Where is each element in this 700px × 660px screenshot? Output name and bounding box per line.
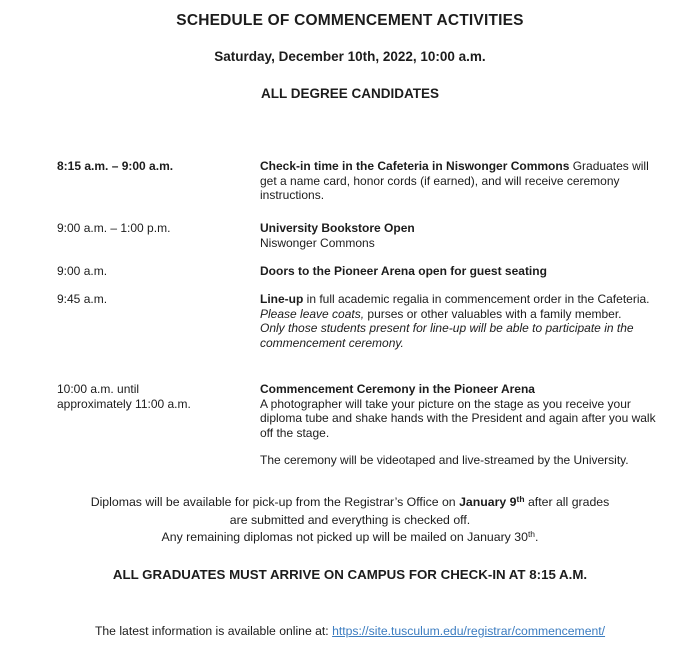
schedule-time: 9:00 a.m. – 1:00 p.m.	[57, 221, 171, 235]
schedule-detail	[260, 382, 662, 440]
detail-text: in full academic regalia in commencement order in the Cafeteria.	[303, 292, 650, 306]
schedule-time	[57, 382, 253, 411]
detail-bold-text: Doors to the Pioneer Arena open for guest seating	[260, 264, 547, 278]
schedule-detail	[260, 159, 662, 203]
ordinal-superscript: th	[527, 528, 536, 539]
diplomas-line-2: are submitted and everything is checked off.	[229, 513, 471, 528]
time-line: approximately 11:00 a.m.	[57, 396, 191, 411]
schedule-time: 8:15 a.m. – 9:00 a.m.	[57, 159, 174, 173]
ceremony-broadcast-note: The ceremony will be videotaped and live-streamed by the University.	[260, 453, 629, 467]
diplomas-paragraph	[0, 494, 700, 548]
time-line: 10:00 a.m. until	[57, 382, 140, 396]
diplomas-line-3	[0, 529, 700, 547]
footer-line	[0, 624, 700, 638]
event-date-line: Saturday, December 10th, 2022, 10:00 a.m.	[214, 49, 486, 64]
page-title: SCHEDULE OF COMMENCEMENT ACTIVITIES	[176, 12, 524, 29]
footer-text: The latest information is available online at:	[94, 624, 333, 638]
diplomas-text: after all grades	[524, 495, 610, 509]
detail-text: Graduates will get a name card, honor cords (if earned), and will receive ceremony instructions.	[260, 159, 649, 203]
commencement-link[interactable]: https://site.tusculum.edu/registrar/commencement/	[332, 624, 606, 638]
diplomas-text: .	[535, 530, 539, 545]
schedule-detail	[260, 221, 662, 250]
detail-bold-text: Commencement Ceremony in the Pioneer Arena	[260, 382, 535, 396]
note-italic-text: Only those students present for line-up will be able to participate in the commencement ceremony.	[260, 321, 634, 350]
arrival-notice: ALL GRADUATES MUST ARRIVE ON CAMPUS FOR CHECK-IN AT 8:15 A.M.	[112, 567, 588, 582]
note-italic-text: Please leave coats,	[260, 306, 365, 321]
audience-line: ALL DEGREE CANDIDATES	[260, 86, 439, 101]
detail-bold-text: Check-in time in the Cafeteria in Niswonger Commons	[260, 159, 570, 173]
diplomas-text: Diplomas will be available for pick-up from the Registrar’s Office on	[90, 495, 460, 509]
note-text: purses or other valuables with a family member.	[364, 306, 622, 321]
diplomas-date-bold: January 9	[459, 495, 517, 509]
diplomas-line-1	[0, 494, 700, 512]
schedule-time: 9:00 a.m.	[57, 264, 108, 278]
ordinal-superscript: th	[516, 493, 525, 504]
detail-bold-text: University Bookstore Open	[260, 221, 415, 235]
schedule-time: 9:45 a.m.	[57, 292, 108, 306]
schedule-detail	[260, 264, 662, 279]
detail-bold-text: Line-up	[260, 292, 304, 306]
diplomas-text: Any remaining diplomas not picked up will be mailed on January 30	[161, 530, 528, 545]
detail-text: Niswonger Commons	[260, 235, 375, 250]
detail-text: A photographer will take your picture on the stage as you receive your diploma tube and shake hands with the President and again after you walk off the stage.	[260, 396, 656, 440]
schedule-detail	[260, 292, 662, 350]
